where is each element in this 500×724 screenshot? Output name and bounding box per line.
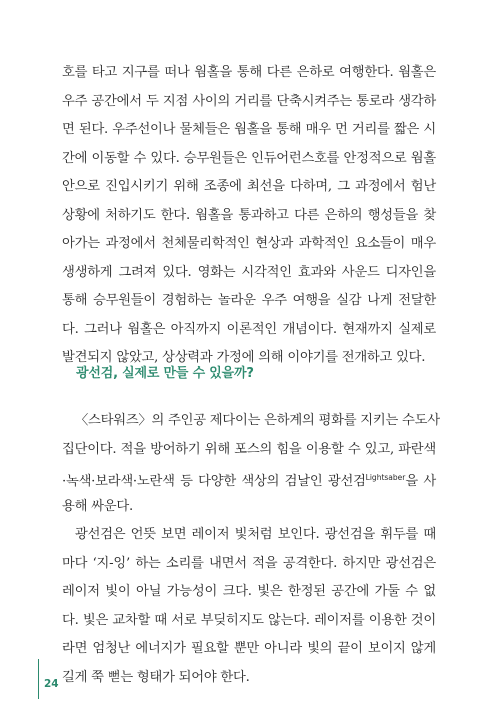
text-line: 길게 쭉 뻗는 형태가 되어야 한다. [62, 669, 250, 685]
text-line: 발견되지 않았고, 상상력과 가정에 의해 이야기를 전개하고 있다. [62, 350, 426, 365]
text-line: 라면 엄청난 에너지가 필요할 뿐만 아니라 빛의 끝이 보이지 않게 [62, 641, 436, 656]
text-line: 간에 이동할 수 있다. 승무원들은 인듀어런스호를 안정적으로 웜홀 [62, 150, 436, 166]
section-heading: 광선검, 실제로 만들 수 있을까? [76, 366, 254, 381]
text-line: 안으로 진입시키기 위해 조종에 최선을 다하며, 그 과정에서 험난 [62, 179, 436, 194]
text-line: 호를 타고 지구를 떠나 웜홀을 통해 다른 은하로 여행한다. 웜홀은 [62, 65, 436, 80]
text-line-with-annotation [62, 464, 436, 493]
text-line: 광선검은 언뜻 보면 레이저 빛처럼 보인다. 광선검을 휘두를 때 [75, 527, 436, 542]
text-line: 면 된다. 우주선이나 물체들은 웜홀을 통해 매우 먼 거리를 짧은 시 [62, 122, 436, 137]
text-line: 생생하게 그려져 있다. 영화는 시각적인 효과와 사운드 디자인을 [62, 264, 436, 280]
text-line: 용해 싸운다. [62, 498, 133, 514]
text-line: 다. 빛은 교차할 때 서로 부딪히지도 않는다. 레이저를 이용한 것이 [62, 612, 436, 628]
text-line: 다. 그러나 웜홀은 아직까지 이론적인 개념이다. 현재까지 실제로 [62, 321, 436, 337]
text-line: 마다 ‘지-잉’ 하는 소리를 내면서 적을 공격한다. 하지만 광선검은 [62, 555, 436, 571]
text-segment: ·녹색·보라색·노란색 등 다양한 색상의 검날인 광선검 [62, 474, 366, 489]
page-number: 24 [44, 678, 59, 690]
text-line: 레이저 빛이 아닐 가능성이 크다. 빛은 한정된 공간에 가둘 수 없 [62, 584, 436, 599]
text-line: 집단이다. 적을 방어하기 위해 포스의 힘을 이용할 수 있고, 파란색 [62, 441, 436, 457]
lightsaber-annotation: Lightsaber [365, 473, 406, 482]
text-segment: 을 사 [405, 474, 436, 489]
page-margin-rule [38, 659, 39, 699]
body-paragraph-lightsaber [62, 407, 440, 692]
body-paragraph-wormhole [62, 59, 436, 373]
text-line: 아가는 과정에서 천체물리학적인 현상과 과학적인 요소들이 매우 [62, 236, 436, 251]
text-line: 통해 승무원들이 경험하는 놀라운 우주 여행을 실감 나게 전달한 [62, 293, 436, 308]
text-line: 우주 공간에서 두 지점 사이의 거리를 단축시켜주는 통로라 생각하 [62, 93, 436, 109]
text-line: 상황에 처하기도 한다. 웜홀을 통과하고 다른 은하의 행성들을 찾 [62, 207, 436, 223]
text-line: 〈스타워즈〉의 주인공 제다이는 은하계의 평화를 지키는 수도사 [75, 413, 440, 428]
